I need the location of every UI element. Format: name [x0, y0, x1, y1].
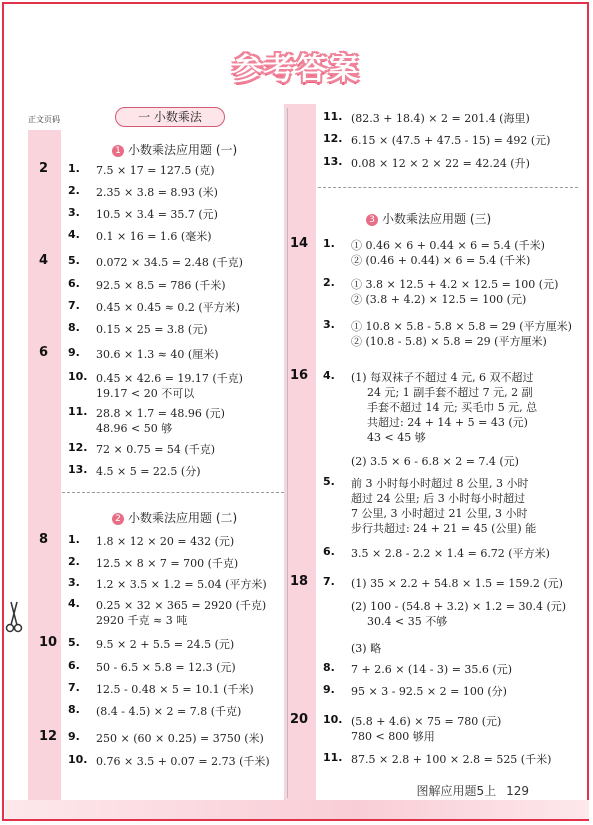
question-number: 1. [68, 533, 80, 546]
answer-line: (2) 100 - (54.8 + 3.2) × 1.2 = 30.4 (元) [351, 600, 567, 613]
answer-line: 0.45 × 42.6 = 19.17 (千克) [96, 372, 243, 385]
question-number: 3. [68, 206, 80, 219]
page-title: 参考答案 [232, 52, 361, 87]
answer-line: 0.25 × 32 × 365 = 2920 (千克) [96, 599, 267, 612]
answer-line: 2.35 × 3.8 = 8.93 (米) [96, 186, 218, 199]
section-label: 小数乘法应用题 (二) [128, 511, 238, 525]
page-ref: 20 [290, 712, 309, 727]
answer-line: 12.5 × 8 × 7 = 700 (千克) [96, 557, 239, 570]
answer-line: 4.5 × 5 = 22.5 (分) [96, 465, 201, 478]
question-number: 9. [68, 730, 80, 743]
section-heading-2 [112, 509, 237, 526]
answer-line: 48.96 < 50 够 [96, 422, 173, 435]
question-number: 7. [323, 575, 335, 588]
page-number: 129 [506, 784, 529, 798]
question-number: 12. [68, 441, 88, 454]
answer-line: (2) 3.5 × 6 - 6.8 × 2 = 7.4 (元) [351, 455, 519, 468]
answer-line: 72 × 0.75 = 54 (千克) [96, 443, 215, 456]
question-number: 7. [68, 681, 80, 694]
question-number: 4. [68, 228, 80, 241]
answer-line: 1.2 × 3.5 × 1.2 = 5.04 (平方米) [96, 578, 267, 591]
question-number: 3. [68, 576, 80, 589]
right-page-column-bar [284, 104, 316, 800]
answer-line: ② (10.8 - 5.8) × 5.8 = 29 (平方厘米) [351, 335, 547, 348]
section-heading-3 [366, 210, 491, 227]
section-label: 小数乘法应用题 (一) [128, 143, 238, 157]
question-number: 10. [323, 713, 343, 726]
page-ref: 2 [39, 161, 49, 176]
answer-line: 95 × 3 - 92.5 × 2 = 100 (分) [351, 685, 507, 698]
question-number: 12. [323, 132, 343, 145]
answer-line: 92.5 × 8.5 = 786 (千米) [96, 279, 226, 292]
question-number: 1. [68, 162, 80, 175]
answer-line: ① 10.8 × 5.8 - 5.8 × 5.8 = 29 (平方厘米) [351, 320, 572, 333]
answer-line: 7.5 × 17 = 127.5 (克) [96, 164, 215, 177]
question-number: 2. [323, 276, 335, 289]
answer-line: (5.8 + 4.6) × 75 = 780 (元) [351, 715, 502, 728]
page-ref: 16 [290, 368, 309, 383]
answer-line: 24 元; 1 副手套不超过 7 元, 2 副 [367, 386, 533, 399]
answer-line: 250 × (60 × 0.25) = 3750 (米) [96, 732, 264, 745]
answer-line: 50 - 6.5 × 5.8 = 12.3 (元) [96, 661, 236, 674]
column-divider [287, 108, 288, 798]
section-divider [318, 187, 578, 188]
page-ref: 14 [290, 236, 309, 251]
answer-line: 780 < 800 够用 [351, 730, 435, 743]
question-number: 8. [323, 661, 335, 674]
question-number: 9. [323, 683, 335, 696]
question-number: 13. [68, 463, 88, 476]
question-number: 5. [68, 636, 80, 649]
answer-line: 0.76 × 3.5 + 0.07 = 2.73 (千米) [96, 755, 270, 768]
section-number: 1 [112, 145, 124, 157]
answer-line: 0.1 × 16 = 1.6 (毫米) [96, 230, 212, 243]
answer-line: 前 3 小时每小时超过 8 公里, 3 小时 [351, 477, 529, 490]
question-number: 1. [323, 237, 335, 250]
answer-line: 0.072 × 34.5 = 2.48 (千克) [96, 256, 243, 269]
question-number: 5. [323, 475, 335, 488]
question-number: 9. [68, 346, 80, 359]
answer-line: 28.8 × 1.7 = 48.96 (元) [96, 407, 225, 420]
question-number: 6. [68, 277, 80, 290]
answer-line: 7 + 2.6 × (14 - 3) = 35.6 (元) [351, 663, 512, 676]
book-title: 图解应用题5上 [416, 784, 497, 798]
answer-line: (8.4 - 4.5) × 2 = 7.8 (千克) [96, 705, 242, 718]
answer-line: 共超过: 24 + 14 + 5 = 43 (元) [367, 416, 528, 429]
answer-line: 30.4 < 35 不够 [367, 615, 448, 628]
answer-line: 手套不超过 14 元; 买毛巾 5 元, 总 [367, 401, 538, 414]
chapter-heading: 一 小数乘法 [115, 107, 225, 127]
page-index-label: 正文页码 [28, 115, 60, 124]
section-heading-1 [112, 141, 237, 158]
question-number: 2. [68, 555, 80, 568]
page-ref: 10 [39, 635, 58, 650]
section-label: 小数乘法应用题 (三) [382, 212, 492, 226]
question-number: 6. [323, 545, 335, 558]
question-number: 10. [68, 753, 88, 766]
answer-line: ① 3.8 × 12.5 + 4.2 × 12.5 = 100 (元) [351, 278, 559, 291]
section-number: 3 [366, 214, 378, 226]
question-number: 11. [68, 405, 88, 418]
question-number: 4. [68, 597, 80, 610]
question-number: 11. [323, 110, 343, 123]
page-ref: 6 [39, 345, 49, 360]
answer-line: 0.45 × 0.45 ≈ 0.2 (平方米) [96, 301, 240, 314]
answer-line: ② (0.46 + 0.44) × 6 = 5.4 (千米) [351, 254, 531, 267]
question-number: 10. [68, 370, 88, 383]
answer-line: 0.15 × 25 = 3.8 (元) [96, 323, 208, 336]
question-number: 4. [323, 369, 335, 382]
answer-line: 6.15 × (47.5 + 47.5 - 15) = 492 (元) [351, 134, 551, 147]
answer-line: 2920 千克 ≈ 3 吨 [96, 614, 188, 627]
answer-line: ① 0.46 × 6 + 0.44 × 6 = 5.4 (千米) [351, 239, 545, 252]
question-number: 13. [323, 155, 343, 168]
answer-line: 0.08 × 12 × 2 × 22 = 42.24 (升) [351, 157, 530, 170]
answer-line: ② (3.8 + 4.2) × 12.5 = 100 (元) [351, 293, 527, 306]
section-number: 2 [112, 513, 124, 525]
answer-line: 43 < 45 够 [367, 431, 426, 444]
page-ref: 18 [290, 574, 309, 589]
question-number: 6. [68, 659, 80, 672]
answer-line: 1.8 × 12 × 20 = 432 (元) [96, 535, 235, 548]
answer-line: 9.5 × 2 + 5.5 = 24.5 (元) [96, 638, 235, 651]
question-number: 7. [68, 299, 80, 312]
footer-band [5, 800, 589, 819]
left-page-column-bar [28, 130, 61, 800]
answer-line: (82.3 + 18.4) × 2 = 201.4 (海里) [351, 112, 530, 125]
answer-line: 10.5 × 3.4 = 35.7 (元) [96, 208, 218, 221]
answer-line: (1) 每双袜子不超过 4 元, 6 双不超过 [351, 371, 534, 384]
answer-line: 7 公里, 3 小时超过 21 公里, 3 小时 [351, 507, 528, 520]
page-ref: 4 [39, 253, 49, 268]
answer-line: 3.5 × 2.8 - 2.2 × 1.4 = 6.72 (平方米) [351, 547, 550, 560]
answer-line: (3) 略 [351, 642, 382, 655]
question-number: 5. [68, 254, 80, 267]
answer-line: 87.5 × 2.8 + 100 × 2.8 = 525 (千米) [351, 753, 552, 766]
page-ref: 12 [39, 729, 58, 744]
answer-line: 19.17 < 20 不可以 [96, 387, 195, 400]
answer-line: (1) 35 × 2.2 + 54.8 × 1.5 = 159.2 (元) [351, 577, 563, 590]
answer-line: 30.6 × 1.3 ≈ 40 (厘米) [96, 348, 219, 361]
footer [416, 782, 529, 799]
question-number: 8. [68, 703, 80, 716]
question-number: 11. [323, 751, 343, 764]
answer-line: 步行共超过: 24 + 21 = 45 (公里) 能 [351, 522, 537, 535]
question-number: 3. [323, 318, 335, 331]
question-number: 2. [68, 184, 80, 197]
answer-line: 12.5 - 0.48 × 5 = 10.1 (千米) [96, 683, 254, 696]
scissors-icon [5, 600, 23, 634]
page-ref: 8 [39, 532, 49, 547]
question-number: 8. [68, 321, 80, 334]
answer-line: 超过 24 公里; 后 3 小时每小时超过 [351, 492, 526, 505]
section-divider [62, 492, 284, 493]
